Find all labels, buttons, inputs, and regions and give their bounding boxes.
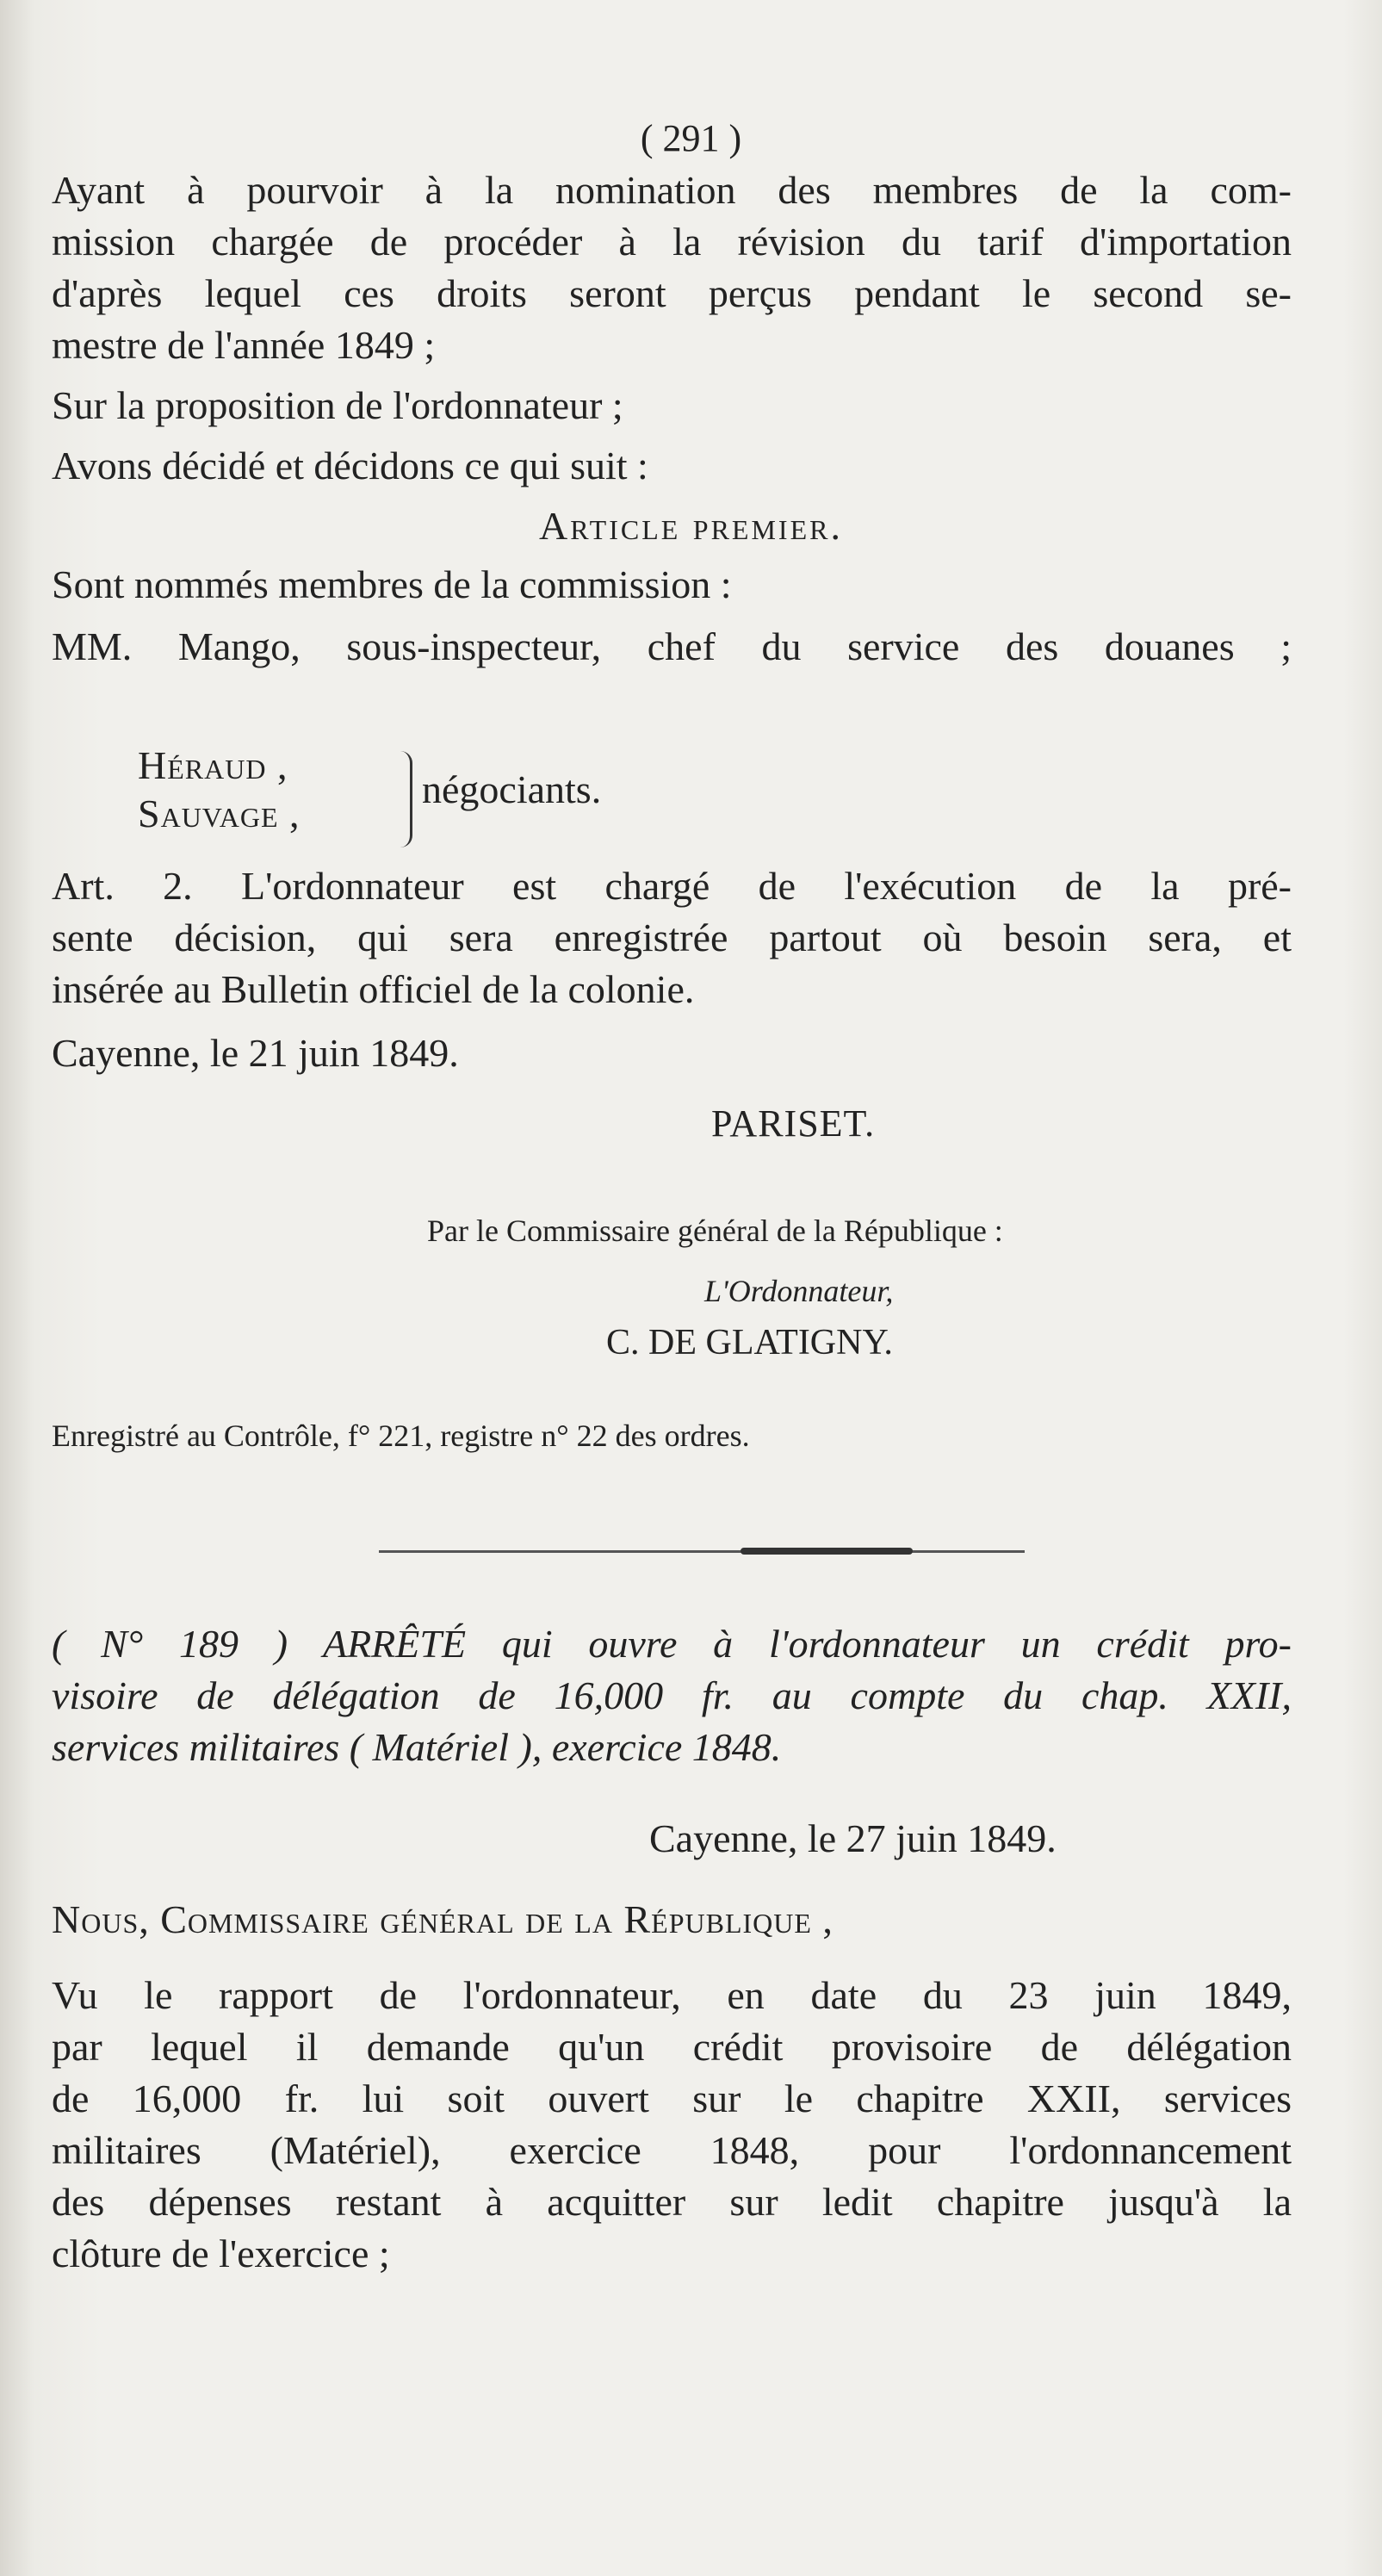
paragraph-line: insérée au Bulletin officiel de la colonie.	[52, 967, 695, 1011]
divider-rule	[379, 1550, 1025, 1553]
paragraph-line: Sur la proposition de l'ordonnateur ;	[52, 383, 623, 427]
paragraph-line: de 16,000 fr. lui soit ouvert sur le chapitre XXII, services	[52, 2076, 1292, 2120]
date-line: Cayenne, le 21 juin 1849.	[52, 1031, 459, 1075]
divider-ornament	[741, 1548, 913, 1555]
paragraph-line: des dépenses restant à acquitter sur ledit chapitre jusqu'à la	[52, 2180, 1292, 2224]
article-heading: Article premier.	[539, 504, 843, 548]
decision-line: Avons décidé et décidons ce qui suit :	[52, 444, 648, 487]
member-name: Héraud ,	[138, 743, 288, 787]
date-line: Cayenne, le 27 juin 1849.	[649, 1816, 1057, 1860]
paragraph-line: mission chargée de procéder à la révision du tarif d'importation	[52, 220, 1292, 264]
signature: C. DE GLATIGNY.	[606, 1323, 893, 1362]
decree-title-line: ( N° 189 ) ARRÊTÉ qui ouvre à l'ordonnateur un crédit pro-	[52, 1622, 1292, 1666]
paragraph-line: mestre de l'année 1849 ;	[52, 323, 436, 367]
paragraph-line: Art. 2. L'ordonnateur est chargé de l'exécution de la pré-	[52, 864, 1292, 908]
attribution-line: Par le Commissaire général de la République :	[427, 1214, 1003, 1248]
paragraph-line: Ayant à pourvoir à la nomination des membres de la com-	[52, 168, 1292, 212]
paragraph-line: d'après lequel ces droits seront perçus pendant le second se-	[52, 271, 1292, 315]
paragraph-line: Sont nommés membres de la commission :	[52, 562, 732, 606]
paragraph-line: Vu le rapport de l'ordonnateur, en date du 23 juin 1849,	[52, 1973, 1292, 2017]
decree-title-line: services militaires ( Matériel ), exercice 1848.	[52, 1725, 782, 1769]
paragraph-line: militaires (Matériel), exercice 1848, pour l'ordonnancement	[52, 2128, 1292, 2172]
paragraph-line: par lequel il demande qu'un crédit provisoire de délégation	[52, 2025, 1292, 2069]
title-line: L'Ordonnateur,	[704, 1274, 894, 1308]
members-line: MM. Mango, sous-inspecteur, chef du service des douanes ;	[52, 624, 1292, 668]
member-name: Sauvage ,	[138, 791, 301, 835]
registration-line: Enregistré au Contrôle, f° 221, registre n° 22 des ordres.	[52, 1418, 750, 1453]
negociants-label: négociants.	[422, 767, 602, 811]
page-number: ( 291 )	[640, 117, 742, 159]
signature: PARISET.	[711, 1102, 876, 1145]
decree-title-line: visoire de délégation de 16,000 fr. au compte du chap. XXII,	[52, 1673, 1292, 1717]
commissioner-line: Nous, Commissaire général de la République ,	[52, 1897, 834, 1941]
paragraph-line: clôture de l'exercice ;	[52, 2231, 390, 2275]
paragraph-line: sente décision, qui sera enregistrée partout où besoin sera, et	[52, 916, 1292, 959]
brace	[398, 751, 412, 847]
